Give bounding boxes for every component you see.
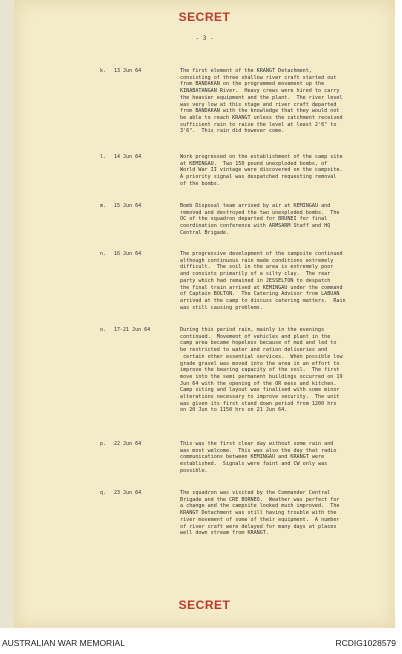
entry-text: Bomb Disposal team arrived by air at KEMINGAU and removed and destroyed the two unexploded bombs. The OC of the squadron departed for BRUNEI for final coordination conference with ARMSARM Staff and HQ Central Brigade.: [180, 203, 340, 236]
page-number: - 3 -: [195, 35, 214, 42]
classification-bottom: SECRET: [178, 598, 231, 612]
entry-text: The squadron was visited by the Commander Central Brigade and the CRE BORNEO. Weather was perfect for a change and the campsite looked much improved. The KRANGT Detachment was still having trouble with the river movement of some of their equipment. A number of river craft were delayed for many days at places well down stream from KRANGT.: [180, 490, 340, 537]
entry-date: 17-21 Jun 64: [114, 327, 151, 333]
entry-letter: m.: [100, 203, 107, 209]
archive-credit: AUSTRALIAN WAR MEMORIAL: [2, 638, 125, 648]
entry-text: Work progressed on the establishment of the camp site at KEMINGAU. Two 150 pound unexploded bombs, of World War II vintage were discovered on the campsite. A priority signal was despatched requesting removal of the bombs.: [180, 154, 343, 187]
entry-date: 22 Jun 64: [114, 441, 142, 447]
entry-date: 13 Jun 64: [114, 68, 142, 74]
entry-letter: k.: [100, 68, 107, 74]
entry-text: During this period rain, mainly in the evenings continued. Movement of vehicles and plant in the camp area became hopeless because of mud and led to be restricted to water and ration deliveries and certain other essential services. When possible low grade gravel was moved into the area in an effort to improve the bearing capacity of the soil. The first move into the semi permanent buildings occurred on 19 Jun 64 with the opening of the OR mess and kitchen. Camp siting and layout was finalised with some minor alterations necessary to improve security. The unit was given its first stand down period from 1200 hrs on 20 Jun to 1150 hrs on 21 Jun 64.: [180, 327, 343, 414]
classification-top: SECRET: [178, 10, 231, 24]
archive-id: RCDIG1028579: [335, 638, 396, 648]
entry-date: 16 Jun 64: [114, 251, 142, 257]
entry-letter: l.: [100, 154, 107, 160]
entry-text: The first element of the KRANGT Detachment, consisting of three shallow river craft started out from BANDAKAN on the programmed movement up the KINABATANGAN River. Heavy crews were hired to carry the heavier equipment and the plant. The river level was very low at this stage and river craft departed from BANDAKAN with the knowledge that they would not be able to reach KRANGT unless the catchment received sufficient rain to raise the level at least 2'6" to 3'6". This rain did however come.: [180, 68, 343, 135]
entry-letter: o.: [100, 327, 107, 333]
entry-letter: n.: [100, 251, 107, 257]
entry-date: 15 Jun 64: [114, 203, 142, 209]
entry-date: 23 Jun 64: [114, 490, 142, 496]
entry-letter: q.: [100, 490, 107, 496]
entry-letter: p.: [100, 441, 107, 447]
scan-margin: [0, 0, 14, 628]
entry-date: 14 Jun 64: [114, 154, 142, 160]
document-page: [14, 0, 395, 628]
entry-text: The progressive development of the campsite continued although continuous rain made conditions extremely difficult. The soil in the area is extremely poor and consists primarily of a silty clay. The rear party which had remained in JESSELTON to despatch the final train arrived at KEMINGAU under the command of Captain BOLTON. The Catering Advisor from LABUAN arrived at the camp to discuss catering matters. Rain was still causing problems.: [180, 251, 346, 311]
entry-text: This was the first clear day without some rain and was most welcome. This was also the day that radio communications between KEMINGAU and KRANGT were established. Signals were faint and CW only was possible.: [180, 441, 337, 474]
